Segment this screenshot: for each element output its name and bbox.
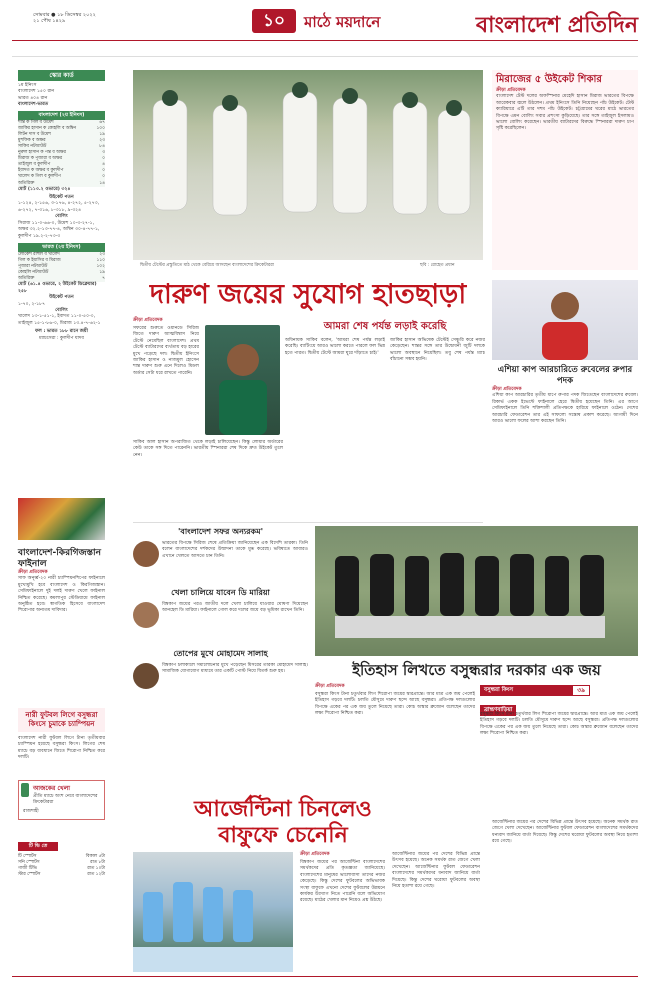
row-label: মুশফিক ব অক্ষর (18, 137, 46, 143)
womens-headline: নারী ফুটবল লিগে বসুন্ধরা কিংসে চুমাকে চ্যাম্পিয়ন (25, 711, 98, 728)
bd-fall: ১-১২৪, ২-১৫৬, ৩-১৭৬, ৪-২৭২, ৫-২৭৩, ৬-২৭২, ৭-৩১৬, ৮-৩১৮, ৯-৩২৪ (18, 201, 100, 213)
main-headline: দারুণ জয়ের সুযোগ হাতছাড়া (149, 279, 467, 310)
row-value: ২৩ (99, 251, 105, 257)
row-label: লিটন দাস ব উমেশ (18, 131, 51, 137)
player-of-match: ম্যাচসেরা : কুলদীপ যাদব (39, 335, 84, 341)
row-label: ইবাদত ক অক্ষর ব কুলদীপ (18, 168, 64, 174)
badge-opp: ব্রাহ্মণবাড়িয়া (480, 705, 516, 716)
row-value: ৭ (102, 276, 105, 282)
ind-batting-list (18, 252, 105, 282)
row-label: স্টার স্পোর্টস (18, 872, 41, 878)
story-body: ভারতের বিপক্ষে সিরিজ শেষে প্রতিক্রিয়া জানিয়েছেন এক বিদেশি তারকা। তিনি বলেন বাংলাদেশের দর্শকদের উন্মাদনা তাকে মুগ্ধ করেছে। ভবিষ্যতে আবারও এখানে খেলতে আসতে চান তিনি। (162, 541, 308, 559)
row-label: সনি স্পোর্টস (18, 860, 40, 866)
argentina-headline-2: বাফুফে চেনেনি (218, 823, 348, 848)
row-label: গাজী টিভি (18, 866, 37, 872)
row-value: রাত ৮টা (90, 860, 105, 866)
archer-photo (492, 280, 638, 360)
story-body: সাফ অনূর্ধ্ব-২০ নারী চ্যাম্পিয়নশিপের ফাইনালে মুখোমুখি হবে বাংলাদেশ ও কিরগিজস্তান। সেমিফাইনালে দুই দলই দারুণ খেলে ফাইনাল নিশ্চিত করেছে। কমলাপুর স্টেডিয়ামে ফাইনাল অনুষ্ঠিত হবে। স্বাগতিক হিসেবে বাংলাদেশ শিরোপার অন্যতম দাবিদার। (18, 576, 105, 614)
row-label: লোকেশ রাহুল ব খালেদ (18, 251, 60, 257)
fall-title: উইকেট পতন (49, 295, 74, 301)
row-label: নুরুল হাসান ক পন্ত ব অক্ষর (18, 150, 66, 156)
ad-box (18, 780, 105, 820)
team-lineup (315, 526, 638, 656)
row-value: ৩ (102, 150, 105, 156)
ad-title: আজকের খেলা (32, 785, 70, 792)
row-value: ১৯ (99, 270, 105, 276)
row-label: অতিরিক্ত (18, 276, 35, 282)
result-line: ১ম ইনিংস (18, 83, 37, 88)
page-number: ১০ (252, 9, 296, 33)
byline: ক্রীড়া প্রতিবেদক (300, 852, 330, 857)
result-line: ভারত ৪০৪ রান (18, 95, 48, 101)
story-headline: 'বাংলাদেশ সফর অন্যরকম' (177, 527, 264, 536)
row-label: জাকির হাসান ক কোহলি ব অশ্বিন (18, 125, 76, 131)
archer-portrait (492, 280, 638, 360)
cricket-team-photo (133, 70, 483, 260)
history-headline: ইতিহাস লিখতে বসুন্ধরার দরকার এক জয় (352, 661, 601, 679)
row-label: গিল ক ইয়াসির ব মিরাজ (18, 258, 61, 263)
tv-list (18, 854, 105, 878)
quote-box (285, 320, 485, 334)
player-thumb (133, 663, 159, 689)
row-value: ৬৭ (99, 119, 105, 125)
row-value: ১৪ (99, 180, 105, 186)
salah-story (133, 648, 308, 689)
date-line: সোমবার ● ১৮ ডিসেম্বর ২০২২ (33, 12, 96, 18)
badge-team: বসুন্ধরা কিংস (480, 685, 572, 696)
main-body-2: সাকিব আল হাসান অপরাজিত থেকে লড়াই চালিয়েছেন। কিন্তু লোয়ার অর্ডারের কেউ তাকে সঙ্গ দিতে পারেননি। ভারতীয় স্পিনাররা শেষ দিকে দ্রুত উইকেট তুলে নেন। (133, 440, 283, 458)
header-bottom-rule (12, 56, 638, 57)
player-thumb (133, 602, 159, 628)
table-row (18, 872, 105, 878)
bowling-title: বোলিং (55, 214, 68, 220)
match-result: ফল : ভারত ১৮৮ রানে জয়ী (35, 329, 88, 335)
result-line: বাংলাদেশ-ভারত (18, 102, 49, 108)
womens-body: বাংলাদেশ নারী ফুটবল লিগে টানা তৃতীয়বার চ্যাম্পিয়ন হয়েছে বসুন্ধরা কিংস। লিগের শেষ ম্যাচে বড় ব্যবধানে জিতে শিরোপা নিশ্চিত করে দলটি। (18, 736, 105, 761)
tv-title: টি ভি তে (18, 842, 58, 851)
dimaria-story (133, 587, 308, 628)
row-value: ১৯ (99, 131, 105, 137)
date-block (33, 12, 96, 25)
bd-bowling: সিরাজ ১১-০-৬৬-০, উমেশ ১০-৩-২৭-১, অক্ষর ৩২.২-১৩-৭৭-৪, অশ্বিন ৩০-৪-৭৭-১, কুলদীপ ১৯.২-২-৭৩-৩ (18, 220, 100, 239)
argentina-body-2: আর্জেন্টিনার জয়ের পর দেশের বিভিন্ন প্রান্তে উৎসব হয়েছে। অনেক সমর্থক রাত জেগে খেলা দেখেছেন। আর্জেন্টিনার ফুটবল ফেডারেশন বাংলাদেশের সমর্থকদের ধন্যবাদ জানিয়ে বার্তা দিয়েছে। কিন্তু দেশের ঘরোয়া ফুটবলের অবস্থা নিয়ে হতাশা রয়ে গেছে। (392, 852, 480, 890)
result-line: বাংলাদেশ ১৫০ রান (18, 89, 55, 95)
asia-cup-body: এশিয়া কাপ আরচারির তৃতীয় ধাপে রুপার পদক জিতেছেন বাংলাদেশের রুবেল। রিকার্ভ একক ইভেন্টে ফাইনালে হেরে দ্বিতীয় হয়েছেন তিনি। এর আগে সেমিফাইনালে তিনি শক্তিশালী প্রতিপক্ষকে হারিয়ে ফাইনালে ওঠেন। দেশের আরচারি ফেডারেশন তার এই সাফল্যে সন্তোষ প্রকাশ করেছে। আগামী দিনে আরও ভালো ফলের আশা করছেন তিনি। (492, 393, 638, 425)
byline: ক্রীড়া প্রতিবেদক (315, 684, 345, 689)
scorecard (18, 83, 105, 342)
row-value: রাত ১০টা (87, 866, 105, 872)
player-thumb (133, 541, 159, 567)
row-value: ১১০ (96, 258, 105, 263)
byline: ক্রীড়া প্রতিবেদক (496, 88, 526, 93)
ad-body: প্রীতি ম্যাচে অংশ নেবে বাংলাদেশের ক্রিকেটাররা (32, 794, 98, 806)
argentina-headline-1: আর্জেন্টিনা চিনলেও (194, 797, 372, 822)
argentina-fans-photo (133, 852, 293, 972)
row-label: তাইজুল ব কুলদীপ (18, 162, 51, 168)
shakib-photo (205, 325, 280, 435)
row-label: পূজারা নটআউট (18, 264, 48, 270)
argentina-body: বিশ্বকাপ জয়ের পর আর্জেন্টিনা বাংলাদেশের সমর্থকদের প্রতি কৃতজ্ঞতা জানিয়েছে। বাংলাদেশের মানুষের ভালোবাসা তাদের নজর কেড়েছে। কিন্তু দেশের ফুটবলের অভিভাবক সংস্থা বাফুফে এখনো দেশের ফুটবলের উন্নয়নে কার্যকর উদ্যোগ নিতে পারেনি বলে অভিযোগ রয়েছে। মাঠের খেলার মান নিয়েও প্রশ্ন উঠছে। (300, 860, 385, 904)
row-label: সাকিব নটআউট (18, 144, 47, 149)
main-body-4: জাকির হাসান অভিষেক টেস্টেই সেঞ্চুরি করে নজর কেড়েছেন। শান্তর সঙ্গে তার উদ্বোধনী জুটি দলকে ভালো অবস্থানে নিয়েছিল। তবু শেষ পর্যন্ত ম্যাচ বাঁচানো সম্ভব হয়নি। (390, 338, 485, 363)
history-body-2: বসুন্ধরা কিংস টানা চতুর্থবার লিগ শিরোপা জয়ের দ্বারপ্রান্তে। আর মাত্র এক জয় পেলেই ইতিহাস গড়বে দলটি। চলতি মৌসুমে দারুণ ছন্দে আছে বসুন্ধরা। প্রতিপক্ষ দলগুলোর বিপক্ষে একের পর এক জয় তুলে নিয়েছে তারা। কোচ অস্কার ব্রুজোন বলেছেন তাদের লক্ষ্য শিরোপা নিশ্চিত করা। (480, 712, 638, 737)
miraz-story (492, 70, 638, 270)
row-value: বিকাল ৫টা (85, 854, 105, 859)
section-title: মাঠে ময়দানে (304, 13, 381, 31)
ad-footer: রাজশাহী (23, 808, 39, 814)
argentina-headline-box (133, 797, 433, 849)
tv-schedule (18, 842, 105, 878)
bd-kyrgyzstan-story (18, 548, 105, 615)
ind-innings-bar: ভারত (২য় ইনিংস) (18, 243, 105, 252)
asia-cup-headline: এশিয়া কাপ আরচারিতে রুবেলের রুপার পদক (497, 365, 633, 386)
row-value: ০ (102, 156, 105, 162)
miraz-body: বাংলাদেশ টেস্ট দলের অফস্পিনার মেহেদি হাসান মিরাজ ভারতের বিপক্ষে আরেকবার জ্বলে উঠলেন। প্রথম ইনিংসে তিনি নিয়েছেন পাঁচ উইকেট। টেস্ট ক্যারিয়ারে এটি তার দশম পাঁচ উইকেট। চট্টগ্রামের ঘরের মাঠে ভারতের বিপক্ষে এমন বোলিং সবার প্রশংসা কুড়িয়েছে। তার সঙ্গে তাইজুল ইসলামও ভালো বোলিং করেছেন। ভারতীয় ব্যাটারদের বিরুদ্ধে স্পিনাররা দারুণ চাপ সৃষ্টি করেছিলেন। (496, 94, 634, 132)
row-value: ২৩ (99, 137, 105, 143)
row-value: ১০০ (96, 125, 105, 131)
story-body: বিশ্বকাপ চলাকালে সমালোচনার মুখে পড়েছেন মিসরের তারকা মোহামেদ সালাহ। সামাজিক যোগাযোগ মাধ্যমে তার একটি পোস্ট নিয়ে বিতর্ক শুরু হয়। (162, 663, 308, 675)
row-label: টি স্পোর্টস (18, 854, 37, 859)
players-illustration (133, 70, 483, 260)
row-label: শান্ত ক গিল ব উমেশ (18, 119, 54, 125)
divider-mid (133, 522, 483, 523)
ind-fall: ১-৭০, ২-১৮৭ (18, 301, 46, 307)
ind-total: মোট (৬১.৪ ওভারে, ২ উইকেট ডিক্লেয়ার) ২৫৮ (18, 282, 97, 294)
row-value: ৮৪ (99, 144, 105, 149)
fall-title: উইকেট পতন (49, 195, 74, 201)
main-body-1: সফরের শুরুতে ওয়ানডে সিরিজ জিতে দারুণ আত্মবিশ্বাস নিয়ে টেস্টে নেমেছিল বাংলাদেশ। প্রথম টেস্টে ব্যাটারদের ব্যর্থতায় বড় হারের মুখে পড়েছে দল। দ্বিতীয় ইনিংসে জাকির হাসান ও নাজমুল হোসেন শান্ত দারুণ শুরু এনে দিলেও মিডল অর্ডার সেটা ধরে রাখতে পারেনি। (133, 326, 199, 376)
footer-rule (12, 976, 638, 977)
badge-score: ৩৯ (572, 685, 590, 696)
byline: ক্রীড়া প্রতিবেদক (18, 570, 48, 575)
row-label: মিরাজ ক পূজারা ব অক্ষর (18, 156, 63, 162)
row-label: খালেদ ক গিল ব কুলদীপ (18, 174, 61, 180)
womens-team-photo (18, 498, 105, 540)
bashundhara-team-photo (315, 526, 638, 656)
history-body: বসুন্ধরা কিংস টানা চতুর্থবার লিগ শিরোপা জয়ের দ্বারপ্রান্তে। আর মাত্র এক জয় পেলেই ইতিহাস গড়বে দলটি। চলতি মৌসুমে দারুণ ছন্দে আছে বসুন্ধরা। প্রতিপক্ষ দলগুলোর বিপক্ষে একের পর এক জয় তুলে নিয়েছে তারা। কোচ অস্কার ব্রুজোন বলেছেন তাদের লক্ষ্য শিরোপা নিশ্চিত করা। (315, 692, 475, 717)
photo-caption: দ্বিতীয় টেস্টের প্রস্তুতিতে মাঠ থেকে বেরিয়ে আসছেন বাংলাদেশের ক্রিকেটাররা (140, 263, 274, 268)
date-line-2: ২১ পৌষ ১৪২৯ (33, 18, 66, 25)
womens-football-box (18, 708, 105, 732)
row-label: কোহলি নটআউট (18, 270, 49, 276)
photo-credit: ছবি : রোহেত প্রধান (420, 263, 455, 268)
asia-cup-story (492, 365, 638, 425)
ind-bowling: খালেদ ১৩-১-৫১-১, ইবাদত ১১-০-৫০-০, তাইজুল ১৫-১-৮৬-০, মিরাজ ১৩.৪-৭-৬২-১ (18, 314, 101, 326)
row-value: ০ (102, 174, 105, 180)
right-col-bottom: আর্জেন্টিনার জয়ের পর দেশের বিভিন্ন প্রান্তে উৎসব হয়েছে। অনেক সমর্থক রাত জেগে খেলা দেখেছেন। আর্জেন্টিনার ফুটবল ফেডারেশন বাংলাদেশের সমর্থকদের ধন্যবাদ জানিয়ে বার্তা দিয়েছে। কিন্তু দেশের ঘরোয়া ফুটবলের অবস্থা নিয়ে হতাশা রয়ে গেছে। (492, 820, 638, 845)
header-rule (12, 40, 638, 41)
quote-headline: আমরা শেষ পর্যন্ত লড়াই করেছি (323, 321, 447, 332)
story-headline: বাংলাদেশ-কিরগিজস্তান ফাইনাল (18, 548, 102, 569)
bowling-title: বোলিং (55, 308, 68, 313)
bd-batting-list (18, 120, 105, 187)
main-byline: ক্রীড়া প্রতিবেদক (133, 318, 163, 323)
row-value: ০ (102, 168, 105, 174)
byline: ক্রীড়া প্রতিবেদক (492, 387, 522, 392)
player-portrait (205, 325, 280, 435)
story-headline: খেলা চালিয়ে যাবেন ডি মারিয়া (171, 588, 270, 597)
fans-illustration (133, 852, 293, 972)
scorecard-title: স্কোর কার্ড (18, 70, 105, 81)
newspaper-logo[interactable]: বাংলাদেশ প্রতিদিন (475, 13, 638, 38)
bd-innings-bar: বাংলাদেশ (২য় ইনিংস) (18, 111, 105, 120)
row-value: রাত ১২টা (87, 872, 105, 878)
story-body: বিশ্বকাপ জয়ের পরও জাতীয় দলে খেলা চালিয়ে যাওয়ার ঘোষণা দিয়েছেন আনহেল ডি মারিয়া। ফাইনালে গোল করে দলের জয়ে বড় ভূমিকা রাখেন তিনি। (162, 602, 308, 614)
ad-icon (21, 783, 29, 797)
story-headline: তোপের মুখে মোহামেদ সালাহ (173, 649, 268, 658)
miraz-headline: মিরাজের ৫ উইকেট শিকার (496, 74, 602, 85)
main-body-3: অধিনায়ক সাকিব বলেন, 'আমরা শেষ পর্যন্ত লড়াই করেছি। ব্যাটিংয়ে আরও ভালো করতে পারলে ফল ভিন্ন হতে পারত। দ্বিতীয় টেস্টে আমরা ঘুরে দাঁড়াতে চাই।' (285, 338, 385, 356)
bd-total: মোট (১১৩.২ ওভারে) ৩২৪ (18, 186, 71, 192)
row-value: ৪ (102, 162, 105, 168)
row-label: অতিরিক্ত (18, 180, 35, 186)
row-value: ১০২ (96, 264, 105, 270)
hasaraka-story (133, 526, 308, 567)
